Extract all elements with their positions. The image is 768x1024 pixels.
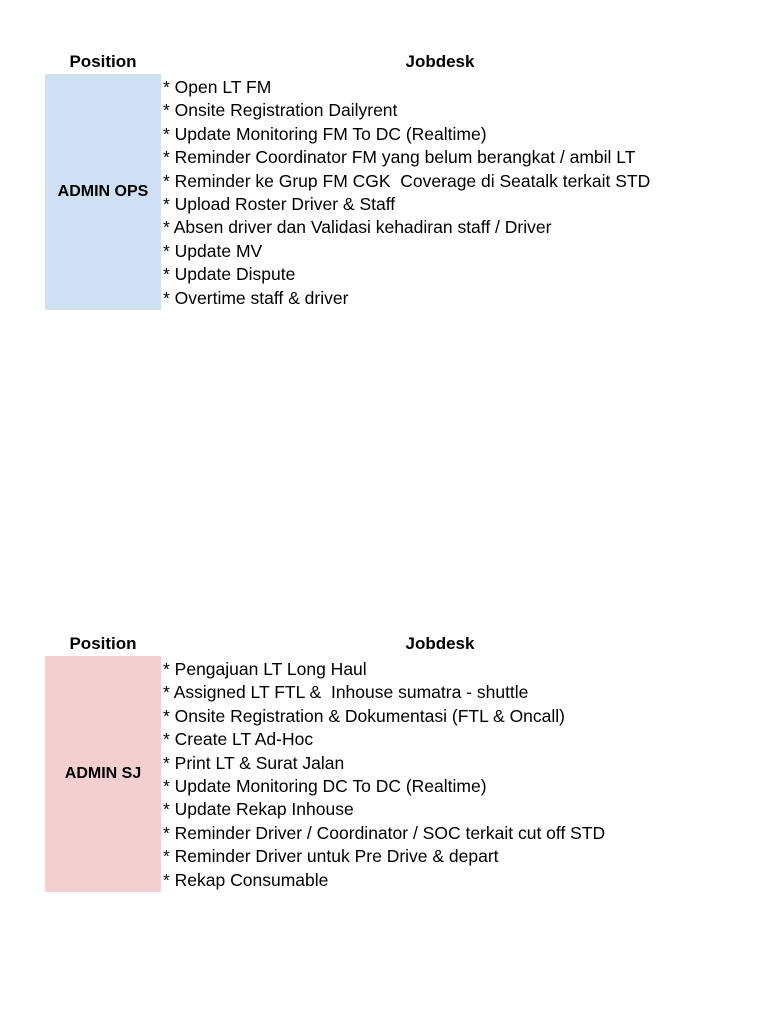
table-row — [45, 74, 745, 310]
jobdesk-item: * Update Dispute — [163, 264, 296, 285]
position-column-header: Position — [69, 634, 137, 653]
jobdesk-item: * Update MV — [163, 240, 263, 261]
jobdesk-item: * Onsite Registration Dailyrent — [163, 100, 398, 121]
table-row — [45, 656, 745, 892]
table-header-row — [45, 631, 745, 656]
jobdesk-item: * Reminder Coordinator FM yang belum berangkat / ambil LT — [163, 147, 636, 168]
jobdesk-list — [163, 658, 605, 892]
jobdesk-item: * Reminder Driver untuk Pre Drive & depart — [163, 846, 499, 867]
position-cell-admin-ops: ADMIN OPS — [45, 74, 161, 310]
position-column-header: Position — [69, 52, 137, 71]
jobdesk-column-header: Jobdesk — [405, 52, 475, 71]
jobdesk-item: * Update Monitoring DC To DC (Realtime) — [163, 776, 487, 797]
jobdesk-item: * Update Monitoring FM To DC (Realtime) — [163, 123, 487, 144]
jobdesk-item: * Create LT Ad-Hoc — [163, 729, 314, 750]
jobdesk-item: * Reminder Driver / Coordinator / SOC terkait cut off STD — [163, 822, 606, 843]
jobdesk-item: * Update Rekap Inhouse — [163, 799, 354, 820]
jobdesk-item: * Print LT & Surat Jalan — [163, 752, 345, 773]
jobdesk-table-admin-ops — [45, 49, 745, 310]
jobdesk-item: * Reminder ke Grup FM CGK Coverage di Seatalk terkait STD — [163, 170, 651, 191]
jobdesk-column-header: Jobdesk — [405, 634, 475, 653]
jobdesk-item: * Upload Roster Driver & Staff — [163, 194, 396, 215]
jobdesk-item: * Open LT FM — [163, 77, 272, 97]
jobdesk-item: * Rekap Consumable — [163, 869, 329, 890]
jobdesk-item: * Overtime staff & driver — [163, 287, 349, 308]
jobdesk-item: * Pengajuan LT Long Haul — [163, 659, 367, 679]
jobdesk-item: * Assigned LT FTL & Inhouse sumatra - shuttle — [163, 682, 529, 703]
jobdesk-item: * Absen driver dan Validasi kehadiran staff / Driver — [163, 217, 552, 238]
jobdesk-list — [163, 76, 650, 310]
jobdesk-item: * Onsite Registration & Dokumentasi (FTL & Oncall) — [163, 705, 565, 726]
jobdesk-table-admin-sj — [45, 631, 745, 892]
position-cell-admin-sj: ADMIN SJ — [45, 656, 161, 892]
table-header-row — [45, 49, 745, 74]
